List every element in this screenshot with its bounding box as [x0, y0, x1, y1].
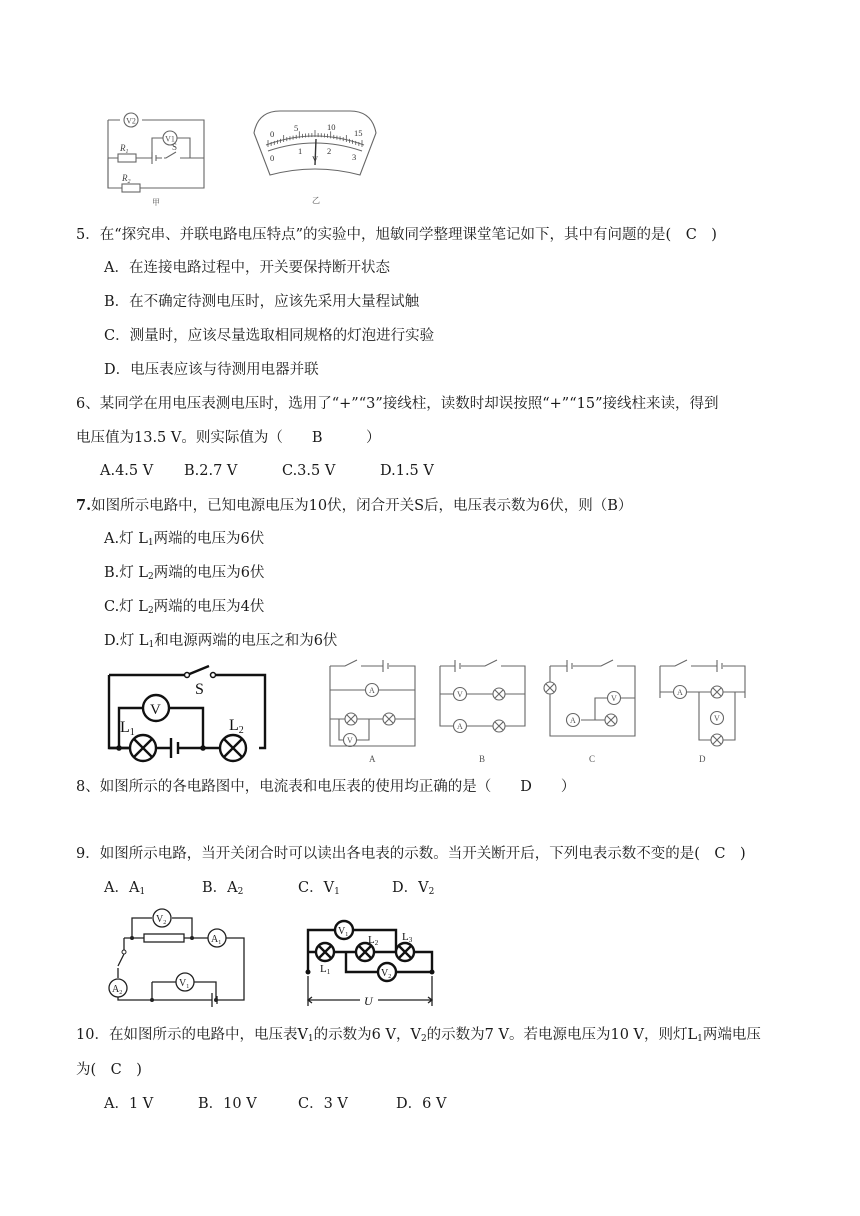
- ammeter-label: A: [677, 688, 683, 697]
- q7-option-b: B.灯 $L_2$两端的电压为6伏: [104, 565, 265, 582]
- svg-text:V2: $V_2$: [156, 914, 167, 926]
- circuit-figure-q10: [302, 914, 442, 1009]
- lamp-l2-label: L: [229, 717, 239, 734]
- ammeter-label: A: [457, 722, 463, 731]
- a1-label: A: [211, 934, 219, 945]
- voltmeter-label: V: [457, 690, 463, 699]
- v1-label: V: [338, 926, 346, 937]
- svg-text:R1: $R_1$: [120, 143, 129, 155]
- l3-label: L: [402, 931, 409, 943]
- q10-option-d: D．6 V: [396, 1096, 447, 1112]
- q8-stem: 8、如图所示的各电路图中，电流表和电压表的使用均正确的是（ D ）: [76, 779, 576, 795]
- q10-stem-line1: 10．在如图所示的电路中，电压表$V_1$的示数为6 V，$V_2$的示数为7 V。若电源电压为10 V，则灯$L_1$两端电压: [76, 1027, 761, 1044]
- q5-stem: 5．在“探究串、并联电路电压特点”的实验中，旭敏同学整理课堂笔记如下，其中有问题的是( C ): [76, 227, 717, 243]
- v2-label: V: [381, 968, 389, 979]
- v1-meter-label: V1: [165, 134, 175, 144]
- circuit-figure-q9: [104, 904, 254, 1009]
- svg-text:A1: $A_1$: [211, 934, 222, 946]
- q6-stem-line2: 电压值为13.5 V。则实际值为（ B ）: [76, 430, 381, 446]
- svg-text:L2: L2: [229, 717, 244, 736]
- svg-text:V2: $V_2$: [381, 968, 392, 980]
- option-c-label: C: [589, 754, 596, 764]
- voltmeter-v-label: V: [150, 702, 161, 718]
- q6-option-a: A.4.5 V: [100, 463, 154, 479]
- circuit-figures-q8: [325, 656, 755, 766]
- switch-s-label: S: [195, 681, 204, 698]
- r1-label: R: [120, 143, 126, 153]
- q10-stem-line2: 为( C ): [76, 1062, 142, 1078]
- q9-stem: 9．如图所示电路，当开关闭合时可以读出各电表的示数。当开关断开后，下列电表示数不变的是( C ): [76, 846, 746, 862]
- fig-yi-label: 乙: [312, 196, 320, 205]
- q6-option-c: C.3.5 V: [282, 463, 336, 479]
- v2-meter-label: V2: [126, 116, 136, 126]
- dial-bottom-tick: 1: [298, 146, 303, 156]
- svg-text:V1: $V_1$: [338, 926, 349, 938]
- svg-text:L2: L2: [368, 934, 379, 947]
- q10-option-a: A．1 V: [104, 1096, 154, 1112]
- q9-option-a: A．$A_1$: [104, 880, 146, 897]
- dial-unit: V: [312, 154, 319, 164]
- dial-top-tick: 15: [354, 128, 363, 138]
- q9-option-b: B．$A_2$: [202, 880, 244, 897]
- voltmeter-label: V: [347, 736, 353, 745]
- ammeter-label: A: [570, 716, 576, 725]
- voltmeter-dial-yi: [250, 105, 380, 205]
- l2-label: L: [368, 934, 375, 946]
- q7-stem: 7.如图所示电路中，已知电源电压为10伏，闭合开关S后，电压表示数为6伏，则（B）: [76, 497, 633, 514]
- circuit-figure-q7: [105, 662, 275, 757]
- q5-option-c: C．测量时，应该尽量选取相同规格的灯泡进行实验: [104, 328, 435, 344]
- voltmeter-label: V: [611, 694, 617, 703]
- q5-option-d: D．电压表应该与待测用电器并联: [104, 362, 319, 378]
- dial-top-tick: 10: [327, 122, 336, 132]
- q7-option-a: A.灯 $L_1$两端的电压为6伏: [104, 531, 265, 548]
- circuit-option-b: [440, 660, 525, 764]
- svg-text:A2: $A_2$: [112, 984, 123, 996]
- option-a-label: A: [369, 754, 376, 764]
- fig-jia-label: 甲: [152, 198, 160, 207]
- q9-option-c: C．$V_1$: [298, 880, 340, 897]
- circuit-figure-jia: [100, 108, 210, 208]
- v2-label: V: [156, 914, 164, 925]
- svg-text:V1: $V_1$: [179, 978, 190, 990]
- dial-top-tick: 0: [270, 129, 275, 139]
- r2-label: R: [122, 173, 128, 183]
- svg-text:L3: L3: [402, 931, 413, 944]
- ammeter-label: A: [369, 686, 375, 695]
- dial-bottom-tick: 2: [327, 146, 332, 156]
- dial-bottom-tick: 3: [352, 152, 357, 162]
- q7-option-c: C.灯 $L_2$两端的电压为4伏: [104, 599, 265, 616]
- switch-label: S: [172, 142, 178, 152]
- circuit-option-c: [544, 660, 635, 764]
- svg-text:L1: L1: [320, 963, 331, 976]
- svg-text:L1: L1: [120, 719, 135, 738]
- q6-option-b: B.2.7 V: [184, 463, 238, 479]
- l1-label: L: [320, 963, 327, 975]
- v1-label: V: [179, 978, 187, 989]
- dial-top-tick: 5: [294, 123, 299, 133]
- dial-bottom-tick: 0: [270, 153, 275, 163]
- a2-label: A: [112, 984, 120, 995]
- q5-option-a: A．在连接电路过程中，开关要保持断开状态: [104, 260, 390, 276]
- circuit-option-d: [660, 660, 745, 764]
- q7-number: 7.: [76, 497, 92, 514]
- q7-option-d: D.灯 $L_1$和电源两端的电压之和为6伏: [104, 633, 338, 650]
- lamp-l1-label: L: [120, 719, 130, 736]
- svg-text:R2: $R_2$: [122, 173, 131, 185]
- option-d-label: D: [699, 754, 706, 764]
- q6-option-d: D.1.5 V: [380, 463, 434, 479]
- voltage-u-label: U: [364, 994, 373, 1008]
- q10-option-b: B．10 V: [198, 1096, 257, 1112]
- voltmeter-label: V: [714, 714, 720, 723]
- circuit-option-a: [330, 660, 415, 764]
- q9-option-d: D．$V_2$: [392, 880, 435, 897]
- q6-stem-line1: 6、某同学在用电压表测电压时，选用了“+”“3”接线柱，读数时却误按照“+”“15”接线柱来读，得到: [76, 396, 719, 412]
- q5-option-b: B．在不确定待测电压时，应该先采用大量程试触: [104, 294, 420, 310]
- option-b-label: B: [479, 754, 486, 764]
- q10-option-c: C．3 V: [298, 1096, 348, 1112]
